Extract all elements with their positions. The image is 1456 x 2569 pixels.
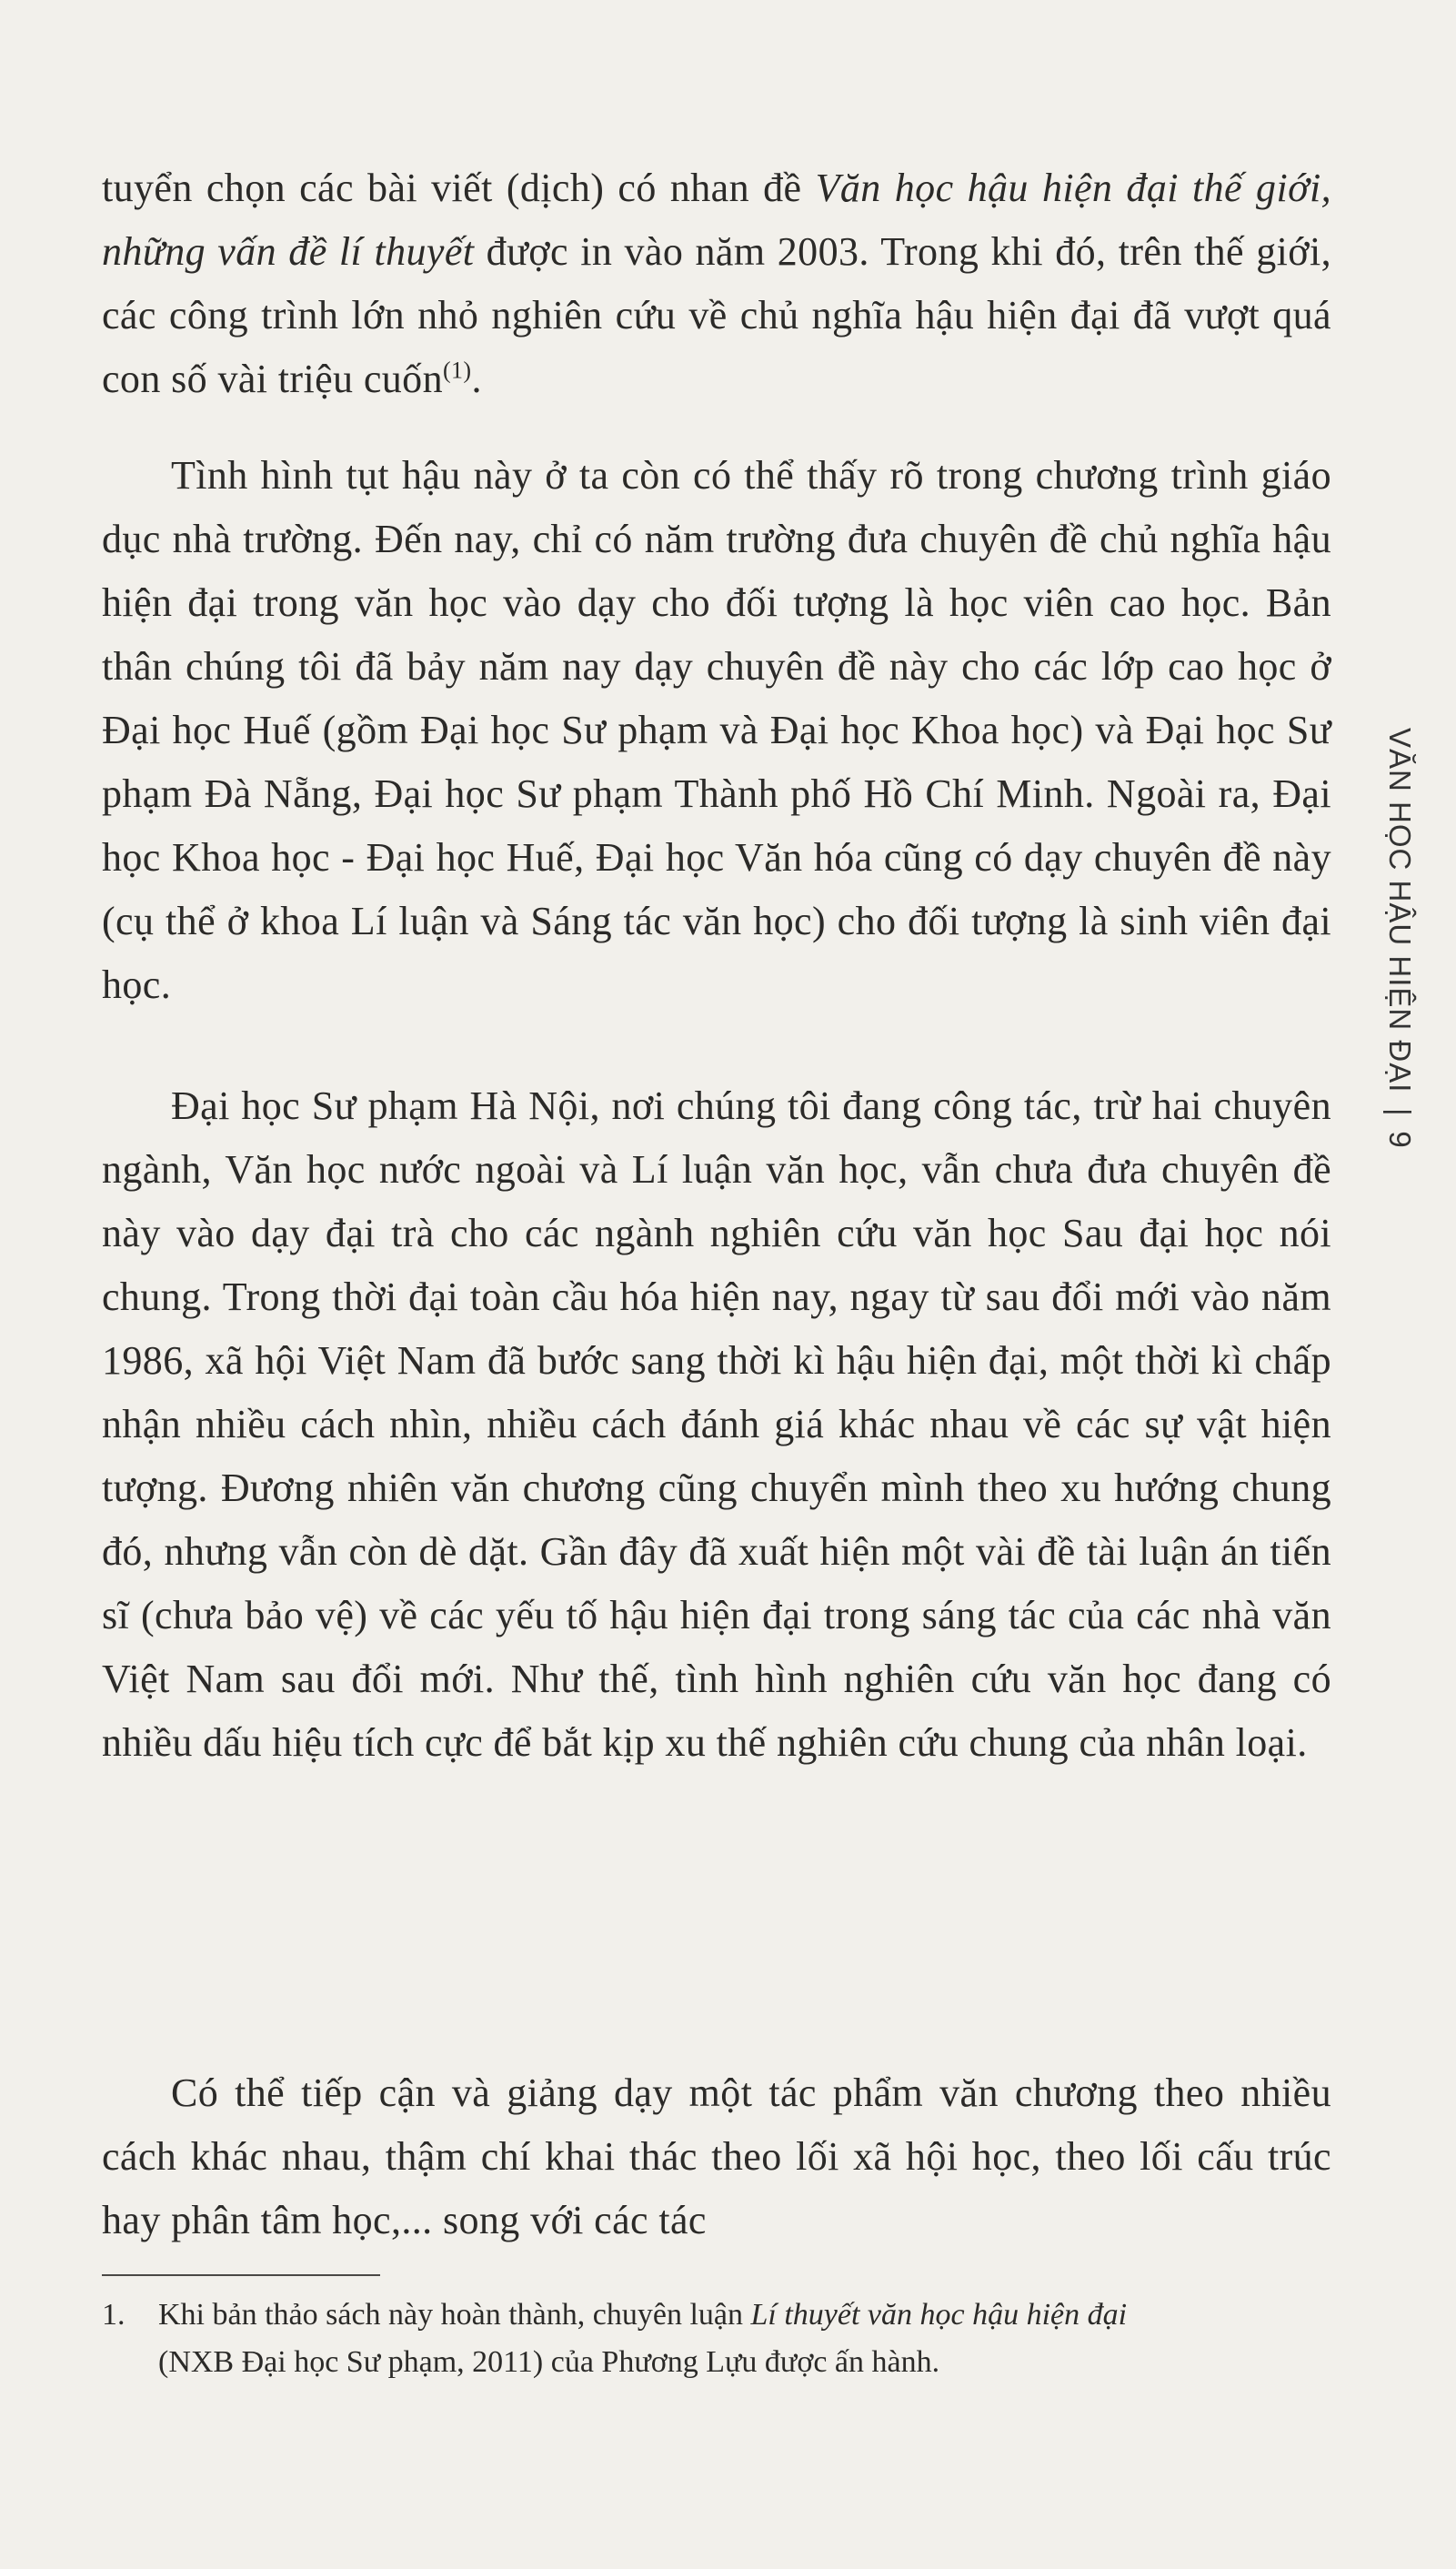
header-separator: | bbox=[1383, 1107, 1417, 1117]
paragraph-1-italic-title: Văn học hậu hiện đại thế giới, những vấn đề lí thuyết bbox=[102, 166, 1331, 274]
paragraph-4-text: Có thể tiếp cận và giảng dạy một tác phẩm văn chương theo nhiều cách khác nhau, thậm chí khai thác theo lối xã hội học, theo lối cấu trúc hay phân tâm học,... song với các tác bbox=[102, 2070, 1331, 2242]
paragraph-1-text-start: tuyển chọn các bài viết (dịch) có nhan đề bbox=[102, 166, 816, 210]
footnote-text-end: (NXB Đại học Sư phạm, 2011) của Phương Lựu được ấn hành. bbox=[158, 2345, 940, 2379]
body-paragraph-2 bbox=[102, 444, 1331, 1017]
footnote bbox=[102, 2292, 1331, 2386]
running-header bbox=[1382, 728, 1437, 1637]
footnote-number: 1. bbox=[102, 2298, 126, 2332]
footnote-text-start: Khi bản thảo sách này hoàn thành, chuyên luận bbox=[158, 2298, 751, 2332]
running-header-text bbox=[1382, 728, 1417, 1149]
book-title: VĂN HỌC HẬU HIỆN ĐẠI bbox=[1383, 728, 1417, 1093]
body-paragraph-4 bbox=[102, 2061, 1331, 2252]
paragraph-2-text: Tình hình tụt hậu này ở ta còn có thể thấy rõ trong chương trình giáo dục nhà trường. Đến nay, chỉ có năm trường đưa chuyên đề chủ nghĩa hậu hiện đại trong văn học vào dạy cho đối tượng là học viên cao học. Bản thân chúng tôi đã bảy năm nay dạy chuyên đề này cho các lớp cao học ở Đại học Huế (gồm Đại học Sư phạm và Đại học Khoa học) và Đại học Sư phạm Đà Nẵng, Đại học Sư phạm Thành phố Hồ Chí Minh. Ngoài ra, Đại học Khoa học - Đại học Huế, Đại học Văn hóa cũng có dạy chuyên đề này (cụ thể ở khoa Lí luận và Sáng tác văn học) cho đối tượng là sinh viên đại học. bbox=[102, 453, 1331, 1007]
body-paragraph-1 bbox=[102, 156, 1331, 411]
paragraph-3-text: Đại học Sư phạm Hà Nội, nơi chúng tôi đang công tác, trừ hai chuyên ngành, Văn học nước ngoài và Lí luận văn học, vẫn chưa đưa chuyên đề này vào dạy đại trà cho các ngành nghiên cứu văn học Sau đại học nói chung. Trong thời đại toàn cầu hóa hiện nay, ngay từ sau đổi mới vào năm 1986, xã hội Việt Nam đã bước sang thời kì hậu hiện đại, một thời kì chấp nhận nhiều cách nhìn, nhiều cách đánh giá khác nhau về các sự vật hiện tượng. Đương nhiên văn chương cũng chuyển mình theo xu hướng chung đó, nhưng vẫn còn dè dặt. Gần đây đã xuất hiện một vài đề tài luận án tiến sĩ (chưa bảo vệ) về các yếu tố hậu hiện đại trong sáng tác của các nhà văn Việt Nam sau đổi mới. Như thế, tình hình nghiên cứu văn học đang có nhiều dấu hiệu tích cực để bắt kịp xu thế nghiên cứu chung của nhân loại. bbox=[102, 1083, 1331, 1765]
body-paragraph-3 bbox=[102, 1074, 1331, 1775]
footnote-reference: (1) bbox=[442, 357, 472, 384]
page-number: 9 bbox=[1383, 1131, 1417, 1149]
paragraph-1-period: . bbox=[471, 357, 482, 401]
footnote-italic-title: Lí thuyết văn học hậu hiện đại bbox=[750, 2298, 1128, 2332]
paragraph-1-text-end: được in vào năm 2003. Trong khi đó, trên thế giới, các công trình lớn nhỏ nghiên cứu về chủ nghĩa hậu hiện đại đã vượt quá con số vài triệu cuốn bbox=[102, 229, 1331, 401]
footnote-divider bbox=[102, 2274, 380, 2276]
